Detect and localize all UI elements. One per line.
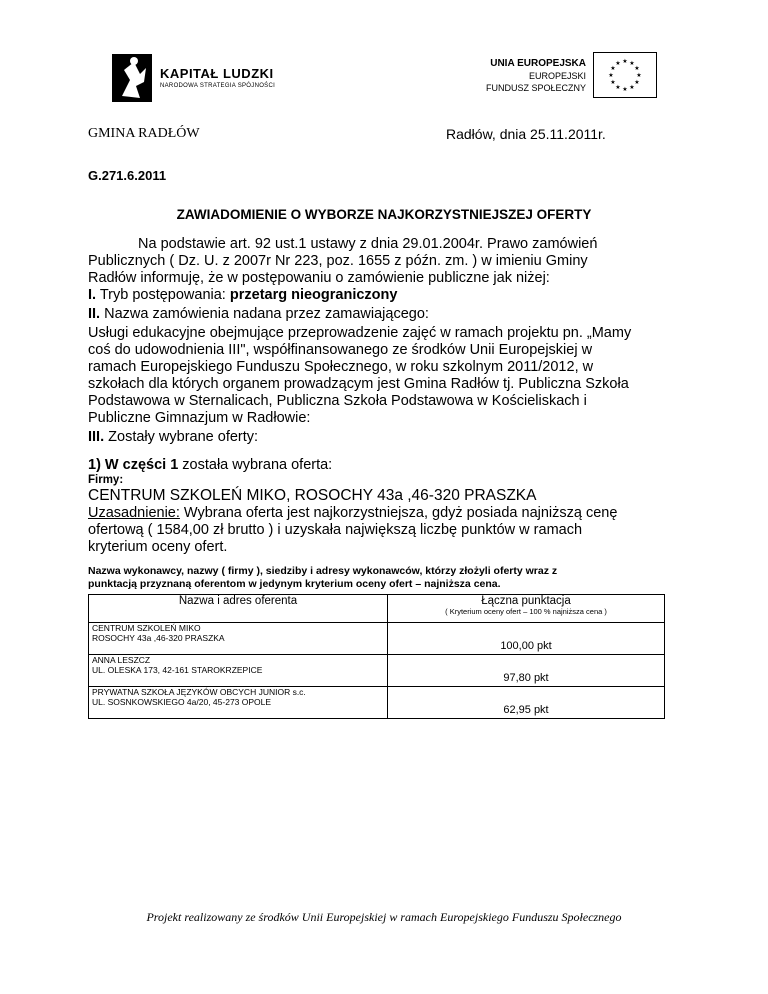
- eu-line1: UNIA EUROPEJSKA: [490, 58, 586, 69]
- svg-text:★: ★: [622, 86, 628, 93]
- description-line: szkołach dla których organem prowadzącym jest Gmina Radłów tj. Publiczna Szkoła: [88, 376, 629, 392]
- eu-logo: [470, 48, 660, 104]
- offeror-cell: ANNA LESZCZ UL. OLESKA 173, 42-161 STAROKRZEPICE: [89, 655, 388, 687]
- kapital-ludzki-emblem-icon: [110, 52, 154, 104]
- results-table: [88, 594, 665, 719]
- svg-text:★: ★: [636, 72, 642, 79]
- table-row: [89, 655, 665, 687]
- svg-text:★: ★: [610, 79, 616, 86]
- logo-subtitle: NARODOWA STRATEGIA SPÓJNOŚCI: [160, 83, 276, 89]
- intro-line: Radłów informuję, że w postępowaniu o zamówienie publiczne jak niżej:: [88, 270, 550, 286]
- header-name: Nazwa i adres oferenta: [89, 595, 388, 623]
- svg-text:★: ★: [634, 79, 640, 86]
- header-score: Łączna punktacja ( Kryterium oceny ofert – 100 % najniższa cena ): [388, 595, 665, 623]
- offeror-cell: CENTRUM SZKOLEŃ MIKO ROSOCHY 43a ,46-320 PRASZKA: [89, 623, 388, 655]
- table-header-row: [89, 595, 665, 623]
- offeror-cell: PRYWATNA SZKOŁA JĘZYKÓW OBCYCH JUNIOR s.c. UL. SOSNKOWSKIEGO 4a/20, 45-273 OPOLE: [89, 687, 388, 719]
- score-cell: 62,95 pkt: [388, 687, 665, 719]
- description: [88, 325, 688, 427]
- svg-text:★: ★: [615, 84, 621, 91]
- svg-text:★: ★: [608, 72, 614, 79]
- section-3: III. Zostały wybrane oferty:: [88, 429, 259, 445]
- svg-text:★: ★: [610, 65, 616, 72]
- svg-text:★: ★: [615, 60, 621, 67]
- part1-heading: 1) W części 1 została wybrana oferta:: [88, 457, 333, 473]
- intro-line: Publicznych ( Dz. U. z 2007r Nr 223, poz. 1655 z późn. zm. ) w imieniu Gminy: [88, 253, 588, 269]
- svg-text:★: ★: [634, 65, 640, 72]
- kapital-ludzki-logo: [110, 50, 290, 108]
- selected-firm: CENTRUM SZKOLEŃ MIKO, ROSOCHY 43a ,46-320 PRASZKA: [88, 487, 537, 504]
- score-cell: 97,80 pkt: [388, 655, 665, 687]
- eu-line3: FUNDUSZ SPOŁECZNY: [485, 83, 586, 93]
- intro-line: Na podstawie art. 92 ust.1 ustawy z dnia 29.01.2004r. Prawo zamówień: [138, 236, 598, 252]
- eu-flag-icon: [593, 52, 657, 98]
- svg-text:★: ★: [629, 84, 635, 91]
- table-row: [89, 687, 665, 719]
- firms-label: Firmy:: [88, 474, 124, 486]
- svg-text:★: ★: [629, 60, 635, 67]
- eu-line2: EUROPEJSKI: [528, 71, 586, 81]
- table-caption: Nazwa wykonawcy, nazwy ( firmy ), siedziby i adresy wykonawców, którzy złożyli oferty wraz z punktacją przyznaną oferentom w jedynym kryterium oceny ofert – najniższa cena.: [88, 565, 558, 590]
- footer-note: Projekt realizowany ze środków Unii Europejskiej w ramach Europejskiego Funduszu Społecznego: [146, 910, 622, 924]
- description-line: coś do udowodnienia III", współfinansowanego ze środków Unii Europejskiej w: [88, 342, 593, 358]
- section-1: I. Tryb postępowania: przetarg nieograniczony: [88, 287, 398, 303]
- description-line: Publiczne Gimnazjum w Radłowie:: [88, 410, 311, 426]
- justification: Uzasadnienie: Wybrana oferta jest najkorzystniejsza, gdyż posiada najniższą cenę ofertową ( 1584,00 zł brutto ) i uzyskała największą liczbę punktów w ramach kryterium oceny ofert.: [88, 505, 618, 555]
- sender: GMINA RADŁÓW: [88, 126, 200, 141]
- description-line: Usługi edukacyjne obejmujące przeprowadzenie zajęć w ramach projektu pn. „Mamy: [88, 325, 632, 341]
- description-line: Podstawowa w Sternalicach, Publiczna Szkoła Podstawowa w Kościeliskach i: [88, 393, 587, 409]
- part-1: [88, 457, 688, 556]
- table-row: [89, 623, 665, 655]
- logo-title: KAPITAŁ LUDZKI: [160, 66, 274, 81]
- description-line: ramach Europejskiego Funduszu Społecznego, w roku szkolnym 2011/2012, w: [88, 359, 594, 375]
- score-cell: 100,00 pkt: [388, 623, 665, 655]
- intro-paragraph: [88, 236, 688, 446]
- reference-number: G.271.6.2011: [88, 168, 167, 183]
- section-2: II. Nazwa zamówienia nadana przez zamawiającego:: [88, 306, 429, 322]
- place-date: Radłów, dnia 25.11.2011r.: [446, 126, 606, 142]
- svg-text:★: ★: [622, 58, 628, 65]
- document-title: ZAWIADOMIENIE O WYBORZE NAJKORZYSTNIEJSZEJ OFERTY: [176, 207, 592, 222]
- eu-text: [470, 58, 586, 94]
